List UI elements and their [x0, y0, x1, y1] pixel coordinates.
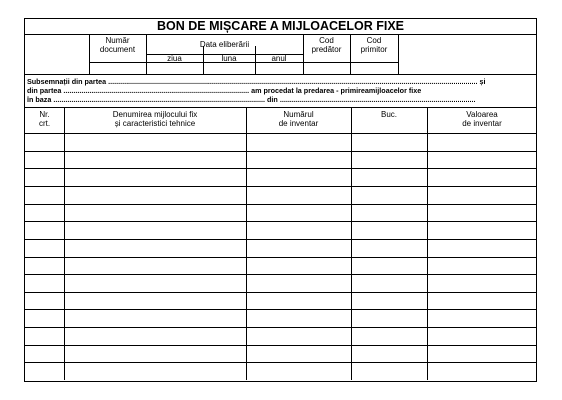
- table-row: [25, 204, 536, 205]
- table-row: [25, 327, 536, 328]
- statement-block: [27, 77, 532, 104]
- column-header-nr-crt: Nr. crt.: [38, 110, 51, 128]
- column-header-denumirea: Denumirea mijlocului fix și caracteristici tehnice: [112, 110, 198, 128]
- table-row: [25, 274, 536, 275]
- items-table: [25, 107, 536, 380]
- column-header-numarul-inventar: Numărul de inventar: [278, 110, 319, 128]
- statement-line-1: Subsemnații din partea ......................................................................................................................................................................................... și: [27, 77, 486, 86]
- form-title: BON DE MIȘCARE A MIJLOACELOR FIXE: [25, 19, 536, 35]
- cod-primitor-label: Cod primitor: [360, 36, 388, 54]
- table-row: [25, 309, 536, 310]
- cod-predator-label: Cod predător: [311, 36, 342, 54]
- data-eliberarii-label: Data eliberării: [199, 40, 250, 49]
- table-row: [25, 221, 536, 222]
- table-row: [25, 345, 536, 346]
- table-row: [25, 133, 536, 134]
- luna-label: luna: [221, 54, 237, 63]
- table-row: [25, 292, 536, 293]
- column-header-buc: Buc.: [380, 110, 397, 119]
- table-row: [25, 151, 536, 152]
- table-row: [25, 257, 536, 258]
- column-header-valoarea: Valoarea de inventar: [462, 110, 502, 128]
- statement-line-3: în baza .......................................................................................................... din ..................................................................................................: [27, 95, 476, 104]
- statement-line-2: din partea ............................................................................................. am procedat la predarea - primireamijloacelor fixe: [27, 86, 422, 95]
- form-frame: [24, 18, 537, 382]
- table-row: [25, 186, 536, 187]
- ziua-label: ziua: [167, 54, 182, 63]
- table-row: [25, 239, 536, 240]
- anul-label: anul: [271, 54, 287, 63]
- table-row: [25, 362, 536, 363]
- table-row: [25, 168, 536, 169]
- numar-document-label: Număr document: [99, 36, 136, 54]
